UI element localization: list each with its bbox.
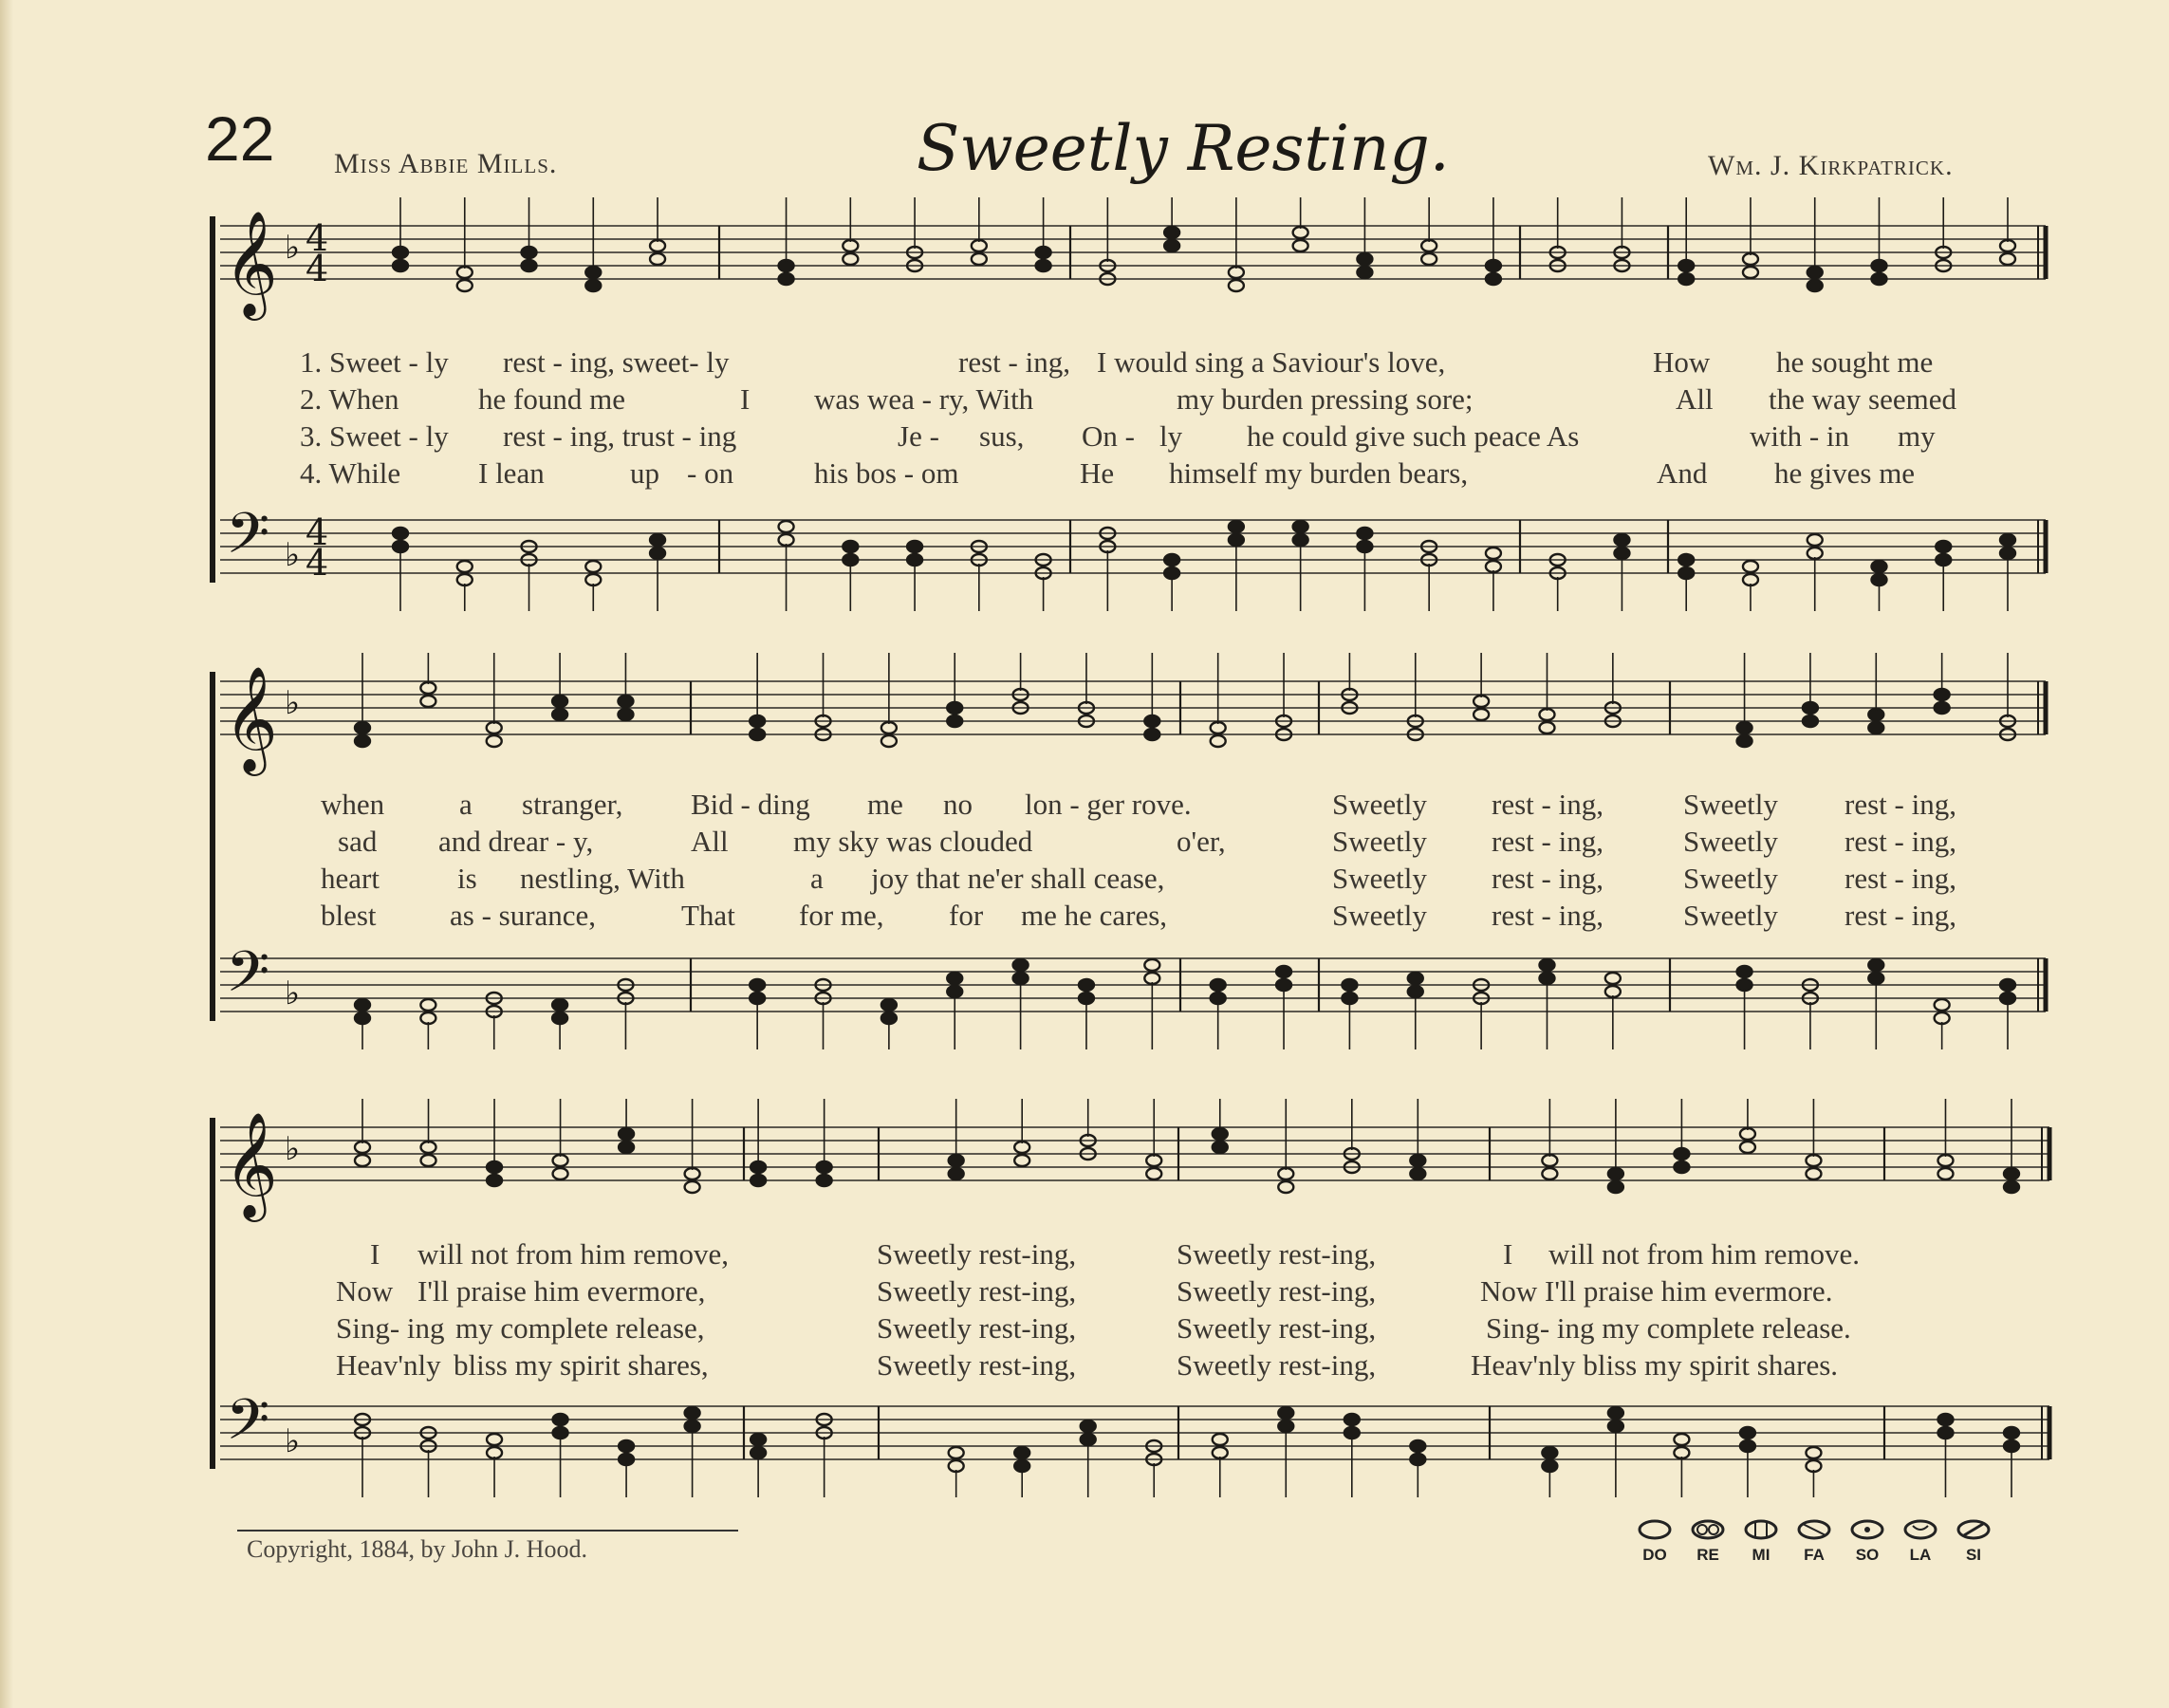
note-head (1542, 1447, 1557, 1458)
hymn-title: Sweetly Resting. (917, 112, 1450, 185)
copyright-rule (237, 1530, 738, 1532)
note-head (1803, 715, 1818, 727)
note-head (1344, 1414, 1360, 1425)
note-head (947, 973, 962, 984)
note-head (2000, 534, 2015, 546)
note-head (779, 521, 794, 532)
note-head (1278, 1181, 1293, 1193)
note-head (1013, 959, 1029, 971)
note-head (1740, 1142, 1755, 1153)
note-head (393, 528, 408, 539)
solfa-do: DO (1626, 1518, 1683, 1565)
note-head (1737, 735, 1752, 747)
flat-icon: ♭ (285, 1422, 301, 1460)
note-head (750, 729, 765, 740)
note-head (487, 735, 502, 747)
note-head (1542, 1168, 1557, 1179)
composer-credit: Wm. J. Kirkpatrick. (1708, 150, 1954, 181)
note-head (1079, 979, 1094, 991)
note-head (355, 735, 370, 747)
note-head (949, 1447, 964, 1458)
lyricist-credit: Miss Abbie Mills. (334, 148, 558, 179)
note-head (1278, 1407, 1293, 1419)
note-head (751, 1434, 766, 1445)
note-head (553, 1414, 568, 1425)
so-shape-icon (1839, 1518, 1896, 1541)
note-head (1868, 959, 1883, 971)
la-shape-icon (1892, 1518, 1949, 1541)
note-head (1410, 1168, 1425, 1179)
note-head (650, 253, 665, 265)
solfa-mi: MI (1733, 1518, 1789, 1565)
note-head (1410, 1440, 1425, 1452)
note-head (1293, 240, 1308, 251)
note-head (1935, 702, 1950, 714)
note-head (1014, 1155, 1029, 1166)
re-shape-icon (1679, 1518, 1736, 1541)
note-head (750, 979, 765, 991)
note-head (2000, 979, 2015, 991)
time-signature-bottom: 4 (306, 248, 329, 289)
note-head (1674, 1434, 1689, 1445)
note-head (1871, 273, 1886, 285)
flat-icon: ♭ (285, 975, 301, 1012)
note-head (618, 709, 633, 720)
note-head (972, 253, 987, 265)
note-head (1357, 528, 1372, 539)
time-signature-top: 4 (306, 511, 329, 553)
note-head (1421, 253, 1437, 265)
note-head (1342, 979, 1357, 991)
note-head (1539, 959, 1554, 971)
note-head (1036, 260, 1051, 271)
note-head (947, 715, 962, 727)
note-head (1081, 1420, 1096, 1432)
note-head (1144, 959, 1159, 971)
copyright-notice: Copyright, 1884, by John J. Hood. (247, 1535, 587, 1563)
note-head (1408, 973, 1423, 984)
note-head (949, 1168, 964, 1179)
note-head (1806, 1447, 1821, 1458)
note-head (1614, 534, 1629, 546)
page-number: 22 (205, 103, 275, 174)
note-head (552, 709, 567, 720)
note-head (1486, 273, 1501, 285)
note-head (1678, 273, 1694, 285)
note-head (685, 1181, 700, 1193)
flat-icon: ♭ (285, 1130, 301, 1168)
solfa-re: RE (1679, 1518, 1736, 1565)
mi-shape-icon (1733, 1518, 1789, 1541)
note-head (881, 735, 897, 747)
note-head (2000, 253, 2015, 265)
note-head (1743, 561, 1758, 572)
note-head (1868, 722, 1883, 733)
note-head (522, 260, 537, 271)
note-head (1740, 1427, 1755, 1439)
note-head (843, 541, 858, 552)
note-head (650, 534, 665, 546)
note-head (1936, 541, 1951, 552)
treble-clef-icon: 𝄞 (224, 210, 278, 316)
note-head (907, 541, 922, 552)
note-head (421, 1155, 436, 1166)
note-head (457, 280, 473, 291)
note-head (487, 1434, 502, 1445)
solfa-so: SO (1839, 1518, 1896, 1565)
time-signature-bottom: 4 (306, 542, 329, 584)
note-head (1935, 999, 1950, 1011)
flat-icon: ♭ (285, 229, 301, 267)
note-head (1014, 1447, 1029, 1458)
note-head (355, 999, 370, 1011)
note-head (1737, 966, 1752, 977)
note-head (1808, 534, 1823, 546)
note-head (843, 253, 858, 265)
solfa-si: SI (1945, 1518, 2002, 1565)
note-head (1229, 521, 1244, 532)
note-head (779, 273, 794, 285)
flat-icon: ♭ (285, 684, 301, 722)
time-signature-top: 4 (306, 217, 329, 259)
note-head (1211, 735, 1226, 747)
do-shape-icon (1626, 1518, 1683, 1541)
note-head (1674, 1161, 1689, 1173)
note-head (1937, 1168, 1953, 1179)
note-head (619, 1142, 634, 1153)
note-head (585, 561, 601, 572)
note-head (552, 999, 567, 1011)
note-head (1539, 722, 1554, 733)
note-head (553, 1168, 568, 1179)
note-head (1486, 548, 1501, 559)
note-head (1608, 1181, 1623, 1193)
note-head (487, 1175, 502, 1186)
note-head (393, 260, 408, 271)
bass-clef-icon: 𝄢 (226, 938, 270, 1018)
treble-clef-icon: 𝄞 (224, 1111, 278, 1217)
note-head (817, 1175, 832, 1186)
solfa-la: LA (1892, 1518, 1949, 1565)
note-head (1474, 709, 1489, 720)
note-head (1213, 1142, 1228, 1153)
note-head (1608, 1407, 1623, 1419)
note-head (1164, 554, 1179, 566)
note-head (457, 561, 473, 572)
solfa-fa: FA (1786, 1518, 1843, 1565)
note-head (2004, 1181, 2019, 1193)
note-head (1276, 966, 1291, 977)
note-head (1743, 267, 1758, 278)
bass-clef-icon: 𝄢 (226, 1386, 270, 1466)
note-head (585, 280, 601, 291)
note-head (1213, 1434, 1228, 1445)
note-head (881, 999, 897, 1011)
note-head (1164, 240, 1179, 251)
note-head (1357, 267, 1372, 278)
note-head (1144, 729, 1159, 740)
bass-clef-icon: 𝄢 (226, 500, 270, 580)
note-head (1808, 280, 1823, 291)
note-head (420, 696, 436, 707)
note-head (1211, 979, 1226, 991)
note-head (420, 999, 436, 1011)
note-head (355, 1155, 370, 1166)
note-head (1806, 1168, 1821, 1179)
note-head (751, 1175, 766, 1186)
note-head (1871, 561, 1886, 572)
note-head (1229, 280, 1244, 291)
note-head (1146, 1168, 1161, 1179)
note-head (1293, 521, 1308, 532)
note-head (1937, 1414, 1953, 1425)
note-head (1678, 554, 1694, 566)
note-head (1605, 973, 1621, 984)
note-head (685, 1407, 700, 1419)
note-head (619, 1440, 634, 1452)
fa-shape-icon (1786, 1518, 1843, 1541)
note-head (2004, 1427, 2019, 1439)
flat-icon: ♭ (285, 536, 301, 574)
si-shape-icon (1945, 1518, 2002, 1541)
treble-clef-icon: 𝄞 (224, 665, 278, 771)
